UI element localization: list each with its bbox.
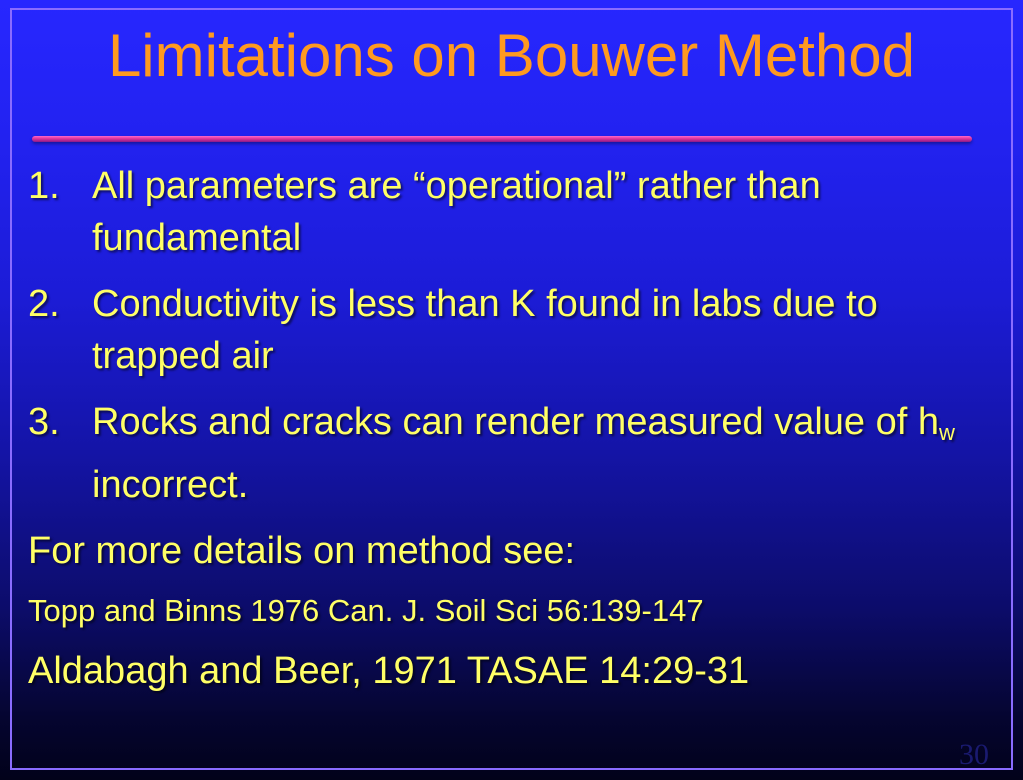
list-item <box>28 396 998 511</box>
list-item-number: 3. <box>28 401 60 443</box>
more-details-text: For more details on method see: <box>28 530 576 572</box>
list-item <box>28 278 998 382</box>
reference-1: Topp and Binns 1976 Can. J. Soil Sci 56:139-147 <box>28 593 704 628</box>
list-item-text: Conductivity is less than K found in labs due to trapped air <box>92 283 878 377</box>
list-item-subscript: w <box>938 420 955 445</box>
list-item-number: 2. <box>28 283 60 325</box>
list-item-text-before: Rocks and cracks can render measured value of h <box>92 401 939 443</box>
slide-title: Limitations on Bouwer Method <box>107 22 916 89</box>
list-item <box>28 160 998 264</box>
list-item-number: 1. <box>28 165 60 207</box>
page-number: 30 <box>959 738 989 771</box>
list-item-text: All parameters are “operational” rather than fundamental <box>92 165 821 259</box>
reference-2: Aldabagh and Beer, 1971 TASAE 14:29-31 <box>28 650 750 692</box>
list-item-text-after: incorrect. <box>92 464 249 506</box>
slide-body <box>28 160 998 709</box>
title-divider <box>32 136 972 142</box>
